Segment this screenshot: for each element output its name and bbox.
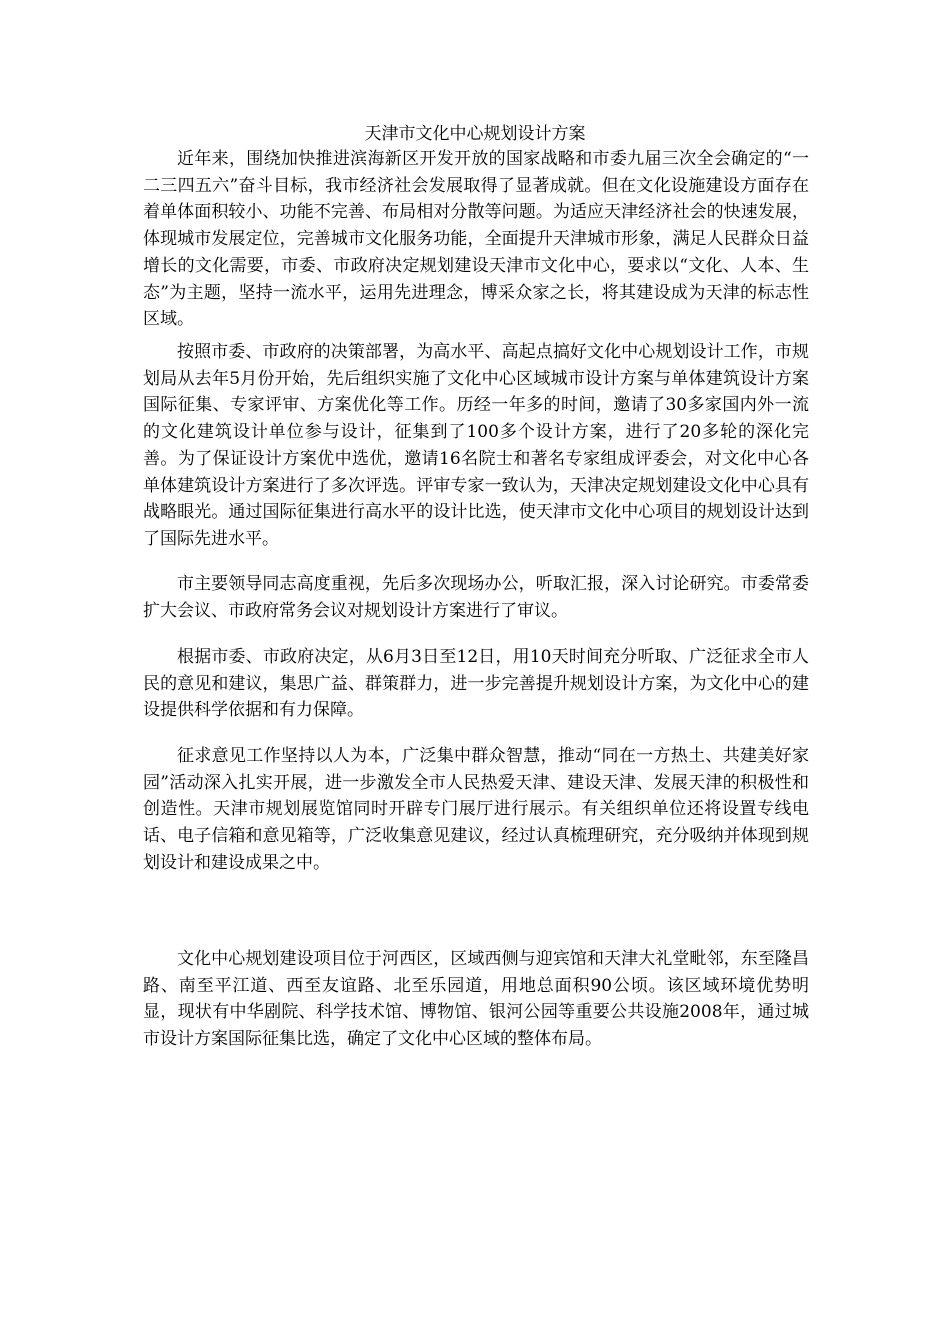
paragraph-6: 文化中心规划建设项目位于河西区，区域西侧与迎宾馆和天津大礼堂毗邻，东至隆昌路、南至平江道、西至友谊路、北至乐园道，用地总面积90公顷。该区域环境优势明显，现状有中华剧院、科学技术馆、博物馆、银河公园等重要公共设施2008年，通过城市设计方案国际征集比选，确定了文化中心区域的整体布局。 <box>143 949 809 1050</box>
paragraph-3: 市主要领导同志高度重视，先后多次现场办公，听取汇报，深入讨论研究。市委常委扩大会议、市政府常务会议对规划设计方案进行了审议。 <box>143 574 809 621</box>
document-title: 天津市文化中心规划设计方案 <box>364 124 586 144</box>
paragraph-1: 近年来，围绕加快推进滨海新区开发开放的国家战略和市委九届三次全会确定的“一二三四五六”奋斗目标，我市经济社会发展取得了显著成就。但在文化设施建设方面存在着单体面积较小、功能不完善、布局相对分散等问题。为适应天津经济社会的快速发展，体现城市发展定位，完善城市文化服务功能，全面提升天津城市形象，满足人民群众日益增长的文化需要，市委、市政府决定规划建设天津市文化中心，要求以“文化、人本、生态”为主题，坚持一流水平，运用先进理念，博采众家之长，将其建设成为天津的标志性区域。 <box>143 149 809 330</box>
paragraph-4: 根据市委、市政府决定，从6月3日至12日，用10天时间充分听取、广泛征求全市人民的意见和建议，集思广益、群策群力，进一步完善提升规划设计方案，为文化中心的建设提供科学依据和有力保障。 <box>143 647 809 721</box>
paragraph-2: 按照市委、市政府的决策部署，为高水平、高起点搞好文化中心规划设计工作，市规划局从去年5月份开始，先后组织实施了文化中心区域城市设计方案与单体建筑设计方案国际征集、专家评审、方案优化等工作。历经一年多的时间，邀请了30多家国内外一流的文化建筑设计单位参与设计，征集到了100多个设计方案，进行了20多轮的深化完善。为了保证设计方案优中选优，邀请16名院士和著名专家组成评委会，对文化中心各单体建筑设计方案进行了多次评选。评审专家一致认为，天津决定规划建设文化中心具有战略眼光。通过国际征集进行高水平的设计比选，使天津市文化中心项目的规划设计达到了国际先进水平。 <box>143 342 809 549</box>
paragraph-5: 征求意见工作坚持以人为本，广泛集中群众智慧，推动“同在一方热土、共建美好家园”活动深入扎实开展，进一步激发全市人民热爱天津、建设天津、发展天津的积极性和创造性。天津市规划展览馆同时开辟专门展厅进行展示。有关组织单位还将设置专线电话、电子信箱和意见箱等，广泛收集意见建议，经过认真梳理研究，充分吸纳并体现到规划设计和建设成果之中。 <box>143 746 809 873</box>
